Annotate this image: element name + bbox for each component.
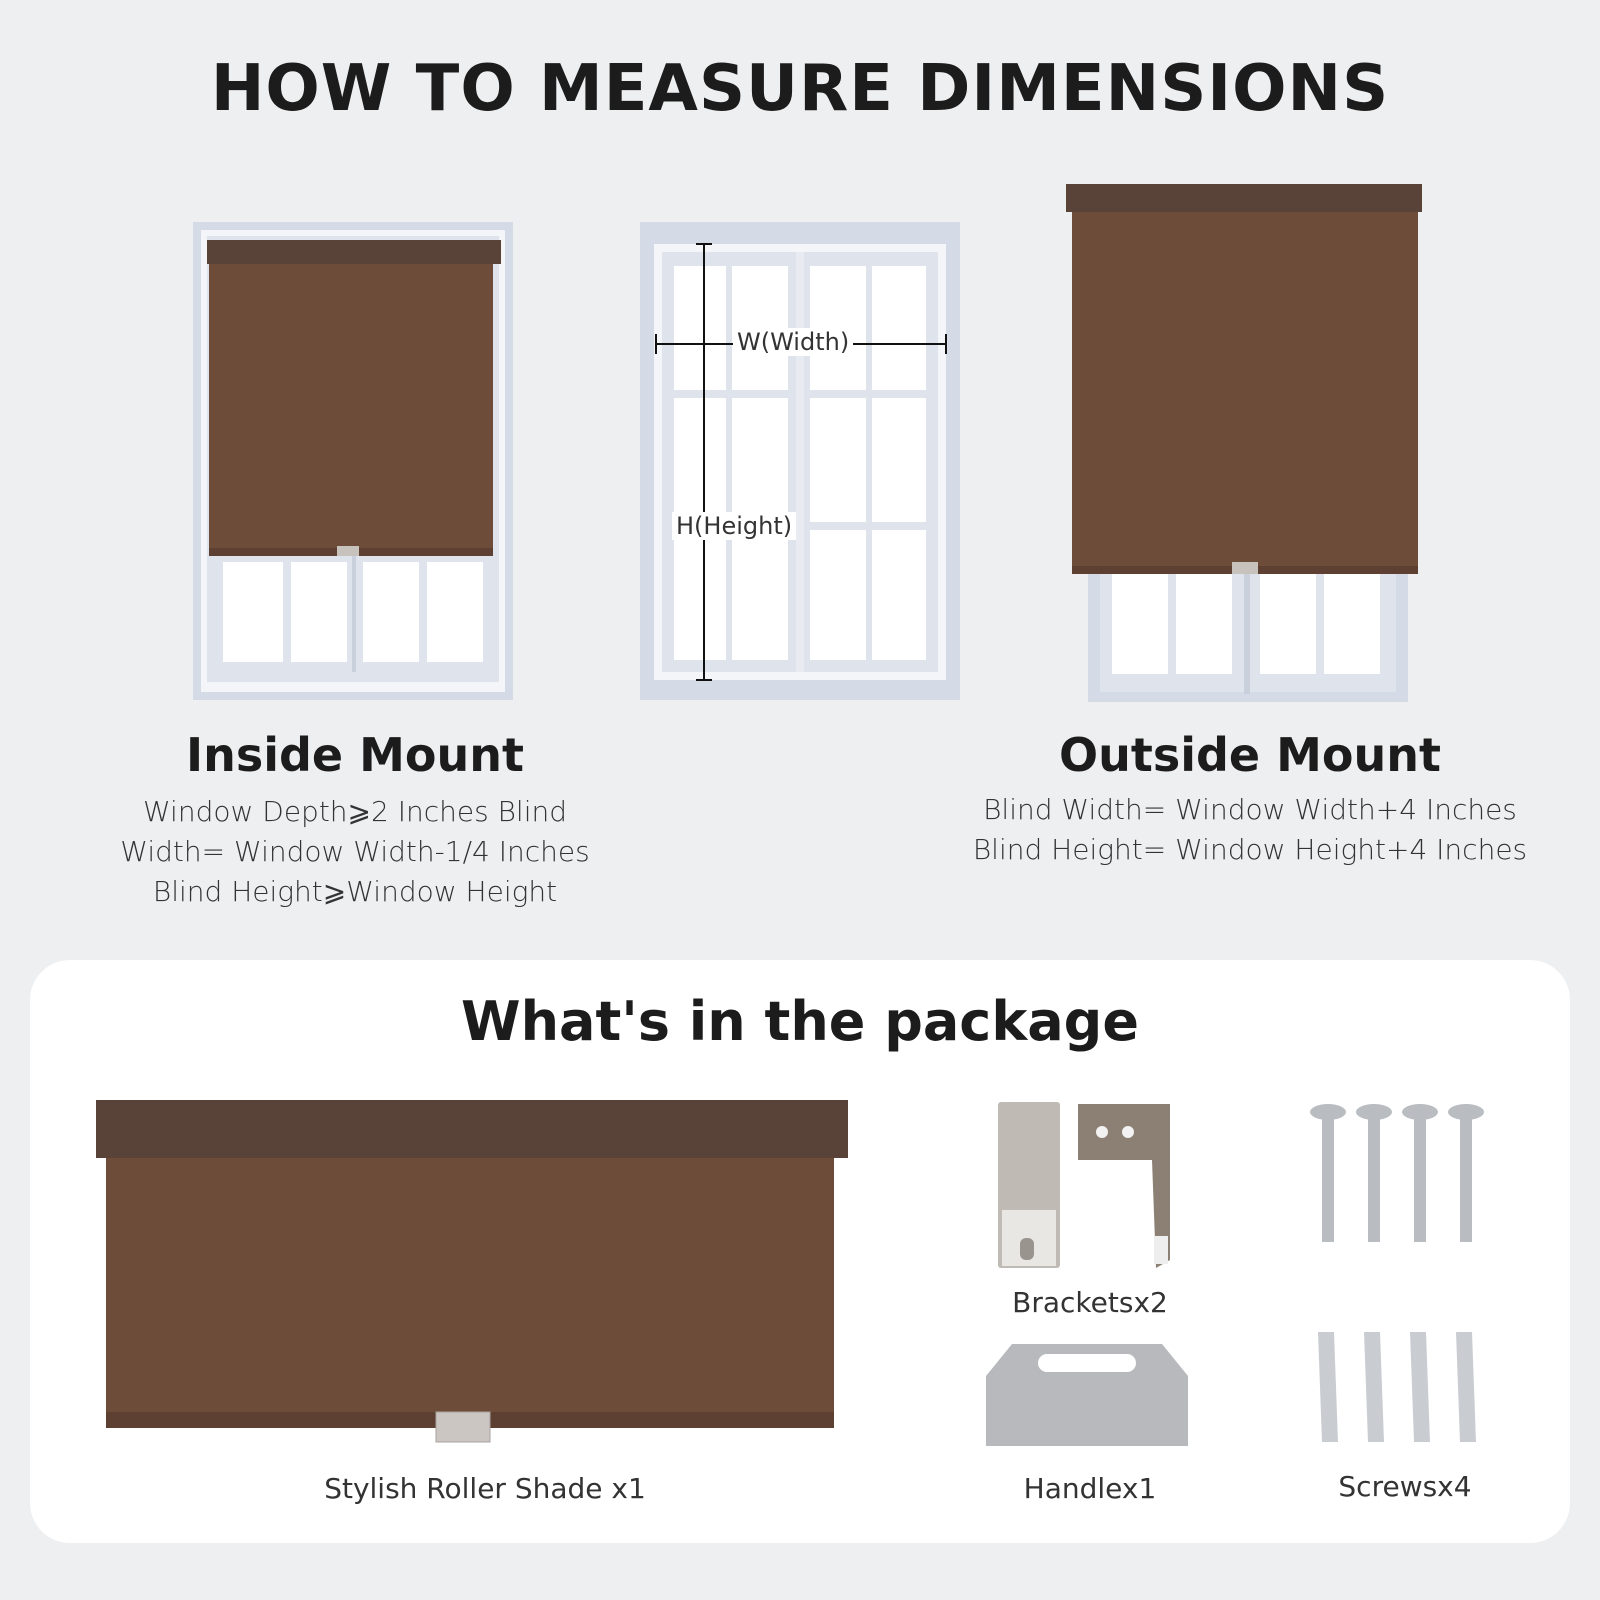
handle-label: Handlex1: [1023, 1472, 1157, 1505]
width-label: W(Width): [733, 328, 853, 356]
anchors-image: [1310, 1332, 1490, 1448]
roller-shade-image: [96, 1100, 848, 1448]
outside-mount-line: Blind Width= Window Width+4 Inches: [983, 793, 1517, 826]
brackets-label: Bracketsx2: [1012, 1286, 1168, 1319]
brackets-image: [996, 1100, 1176, 1270]
outside-mount-illustration: [1066, 184, 1422, 704]
inside-mount-title: Inside Mount: [185, 728, 524, 782]
height-label: H(Height): [672, 512, 796, 540]
page-title: HOW TO MEASURE DIMENSIONS: [210, 52, 1390, 126]
screws-label: Screwsx4: [1338, 1470, 1472, 1503]
outside-mount-line: Blind Height= Window Height+4 Inches: [972, 833, 1528, 866]
package-title: What's in the package: [461, 990, 1139, 1053]
window-measure-illustration: [640, 222, 962, 702]
inside-mount-line: Width= Window Width-1/4 Inches: [120, 835, 590, 868]
outside-mount-title: Outside Mount: [1059, 728, 1441, 782]
inside-mount-line: Window Depth⩾2 Inches Blind: [142, 795, 568, 828]
inside-mount-line: Blind Height⩾Window Height: [152, 875, 558, 908]
inside-mount-illustration: [193, 222, 513, 702]
screws-image: [1306, 1102, 1496, 1252]
outside-mount-description: [950, 790, 1550, 870]
shade-label: Stylish Roller Shade x1: [324, 1472, 646, 1505]
handle-image: [982, 1336, 1192, 1448]
inside-mount-description: [90, 792, 620, 912]
